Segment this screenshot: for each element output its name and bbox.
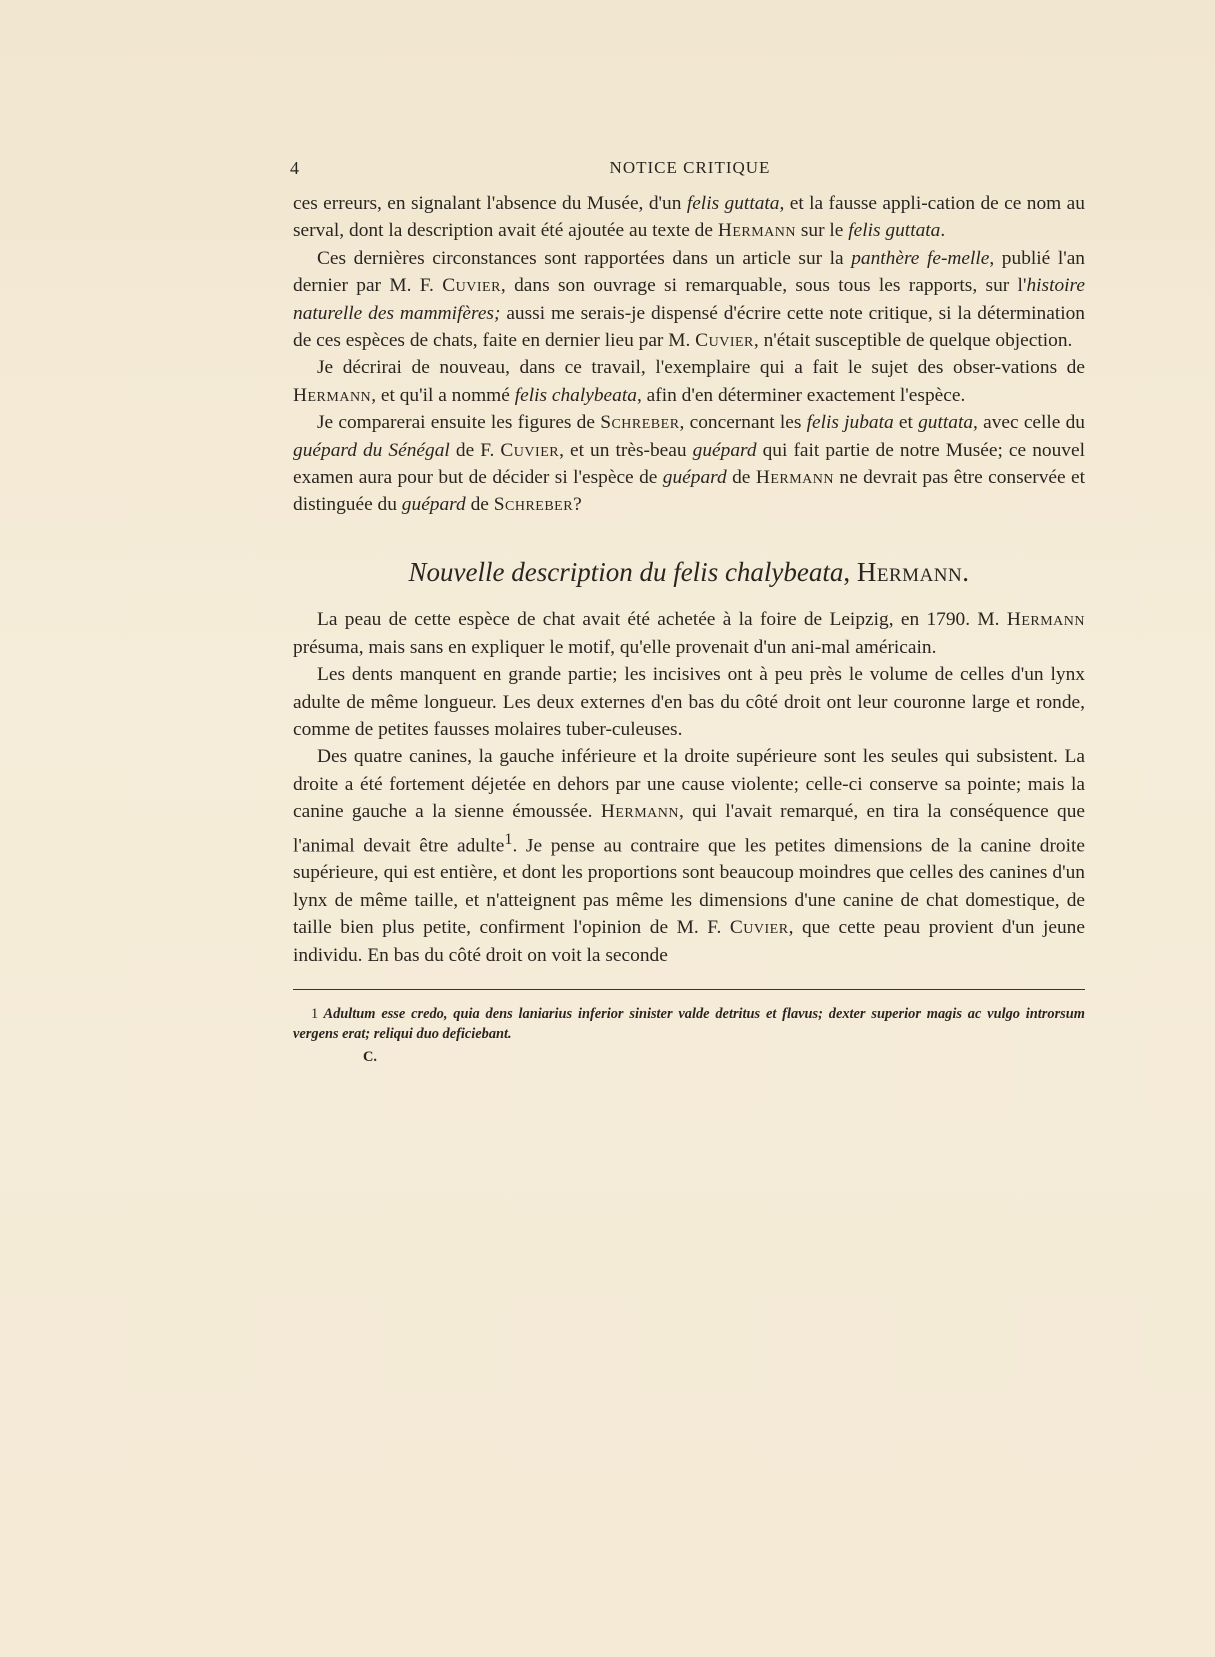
footnote-rule (293, 989, 1085, 990)
paragraph-3: Je décrirai de nouveau, dans ce travail, l'exemplaire qui a fait le sujet des obser-vations de Hermann, et qu'il a nommé felis chalybeata, afin d'en déterminer exactement l'espèce. (293, 357, 1085, 406)
paragraph-4: Je comparerai ensuite les figures de Schreber, concernant les felis jubata et guttata, avec celle du guépard du Sénégal de F. Cuvier, et un très-beau guépard qui fait partie de notre Musée; ce nouvel examen aura pour but de décider si l'espèce de guépard de Hermann ne devrait pas être conservée et distinguée du guépard de Schreber? (293, 412, 1086, 516)
page-number: 4 (290, 158, 299, 178)
page-header (290, 158, 1090, 182)
body-text (293, 190, 1085, 1071)
paragraph-6: Les dents manquent en grande partie; les incisives ont à peu près le volume de celles d'un lynx adulte de même longueur. Les deux externes d'en bas du côté droit ont leur couronne large et ronde, comme de petites fausses molaires tuber-culeuses. (293, 664, 1085, 740)
section-title: Nouvelle description du felis chalybeata, Hermann. (408, 556, 970, 587)
paragraph-2: Ces dernières circonstances sont rapportées dans un article sur la panthère fe-melle, publié l'an dernier par M. F. Cuvier, dans son ouvrage si remarquable, sous tous les rapports, sur l'histoire naturelle des mammifères; aussi me serais-je dispensé d'écrire cette note critique, si la détermination de ces espèces de chats, faite en dernier lieu par M. Cuvier, n'était susceptible de quelque objection. (293, 247, 1085, 352)
footnote-text: Adultum esse credo, quia dens laniarius inferior sinister valde detritus et flavus; dexter superior magis ac vulgo introrsum vergens erat; reliqui duo deficiebant. (293, 1006, 1085, 1043)
paragraph-5: La peau de cette espèce de chat avait été achetée à la foire de Leipzig, en 1790. M. Hermann présuma, mais sans en expliquer le motif, qu'elle provenait d'un ani-mal américain. (293, 609, 1085, 658)
footnote-ref: 1 (504, 830, 513, 848)
paragraph-1: ces erreurs, en signalant l'absence du Musée, d'un felis guttata, et la fausse appli-cation de ce nom au serval, dont la description avait été ajoutée au texte de Hermann sur le felis guttata. (293, 193, 1085, 242)
footnote (293, 1004, 1085, 1044)
footnote-number: 1 (311, 1006, 319, 1023)
paragraph-7: Des quatre canines, la gauche inférieure et la droite supérieure sont les seules qui subsistent. La droite a été fortement déjetée en dehors par une cause violente; celle-ci conserve sa pointe; mais la canine gauche a la sienne émoussée. Hermann, qui l'avait remarqué, en tira la conséquence que l'animal devait être adulte$^1$. Je pense au contraire que les petites dimensions de la canine droite supérieure, qui est entière, et dont les proportions sont beaucoup moindres que celles des canines d'un lynx de même taille, et n'atteignent pas même les dimensions d'une canine de chat domestique, de taille bien plus petite, confirment l'opinion de M. F. Cuvier, que cette peau provient d'un jeune individu. En bas du côté droit on voit la seconde (293, 746, 1085, 966)
footnote-signature: C. (363, 1049, 377, 1066)
running-head: NOTICE CRITIQUE (609, 158, 771, 177)
